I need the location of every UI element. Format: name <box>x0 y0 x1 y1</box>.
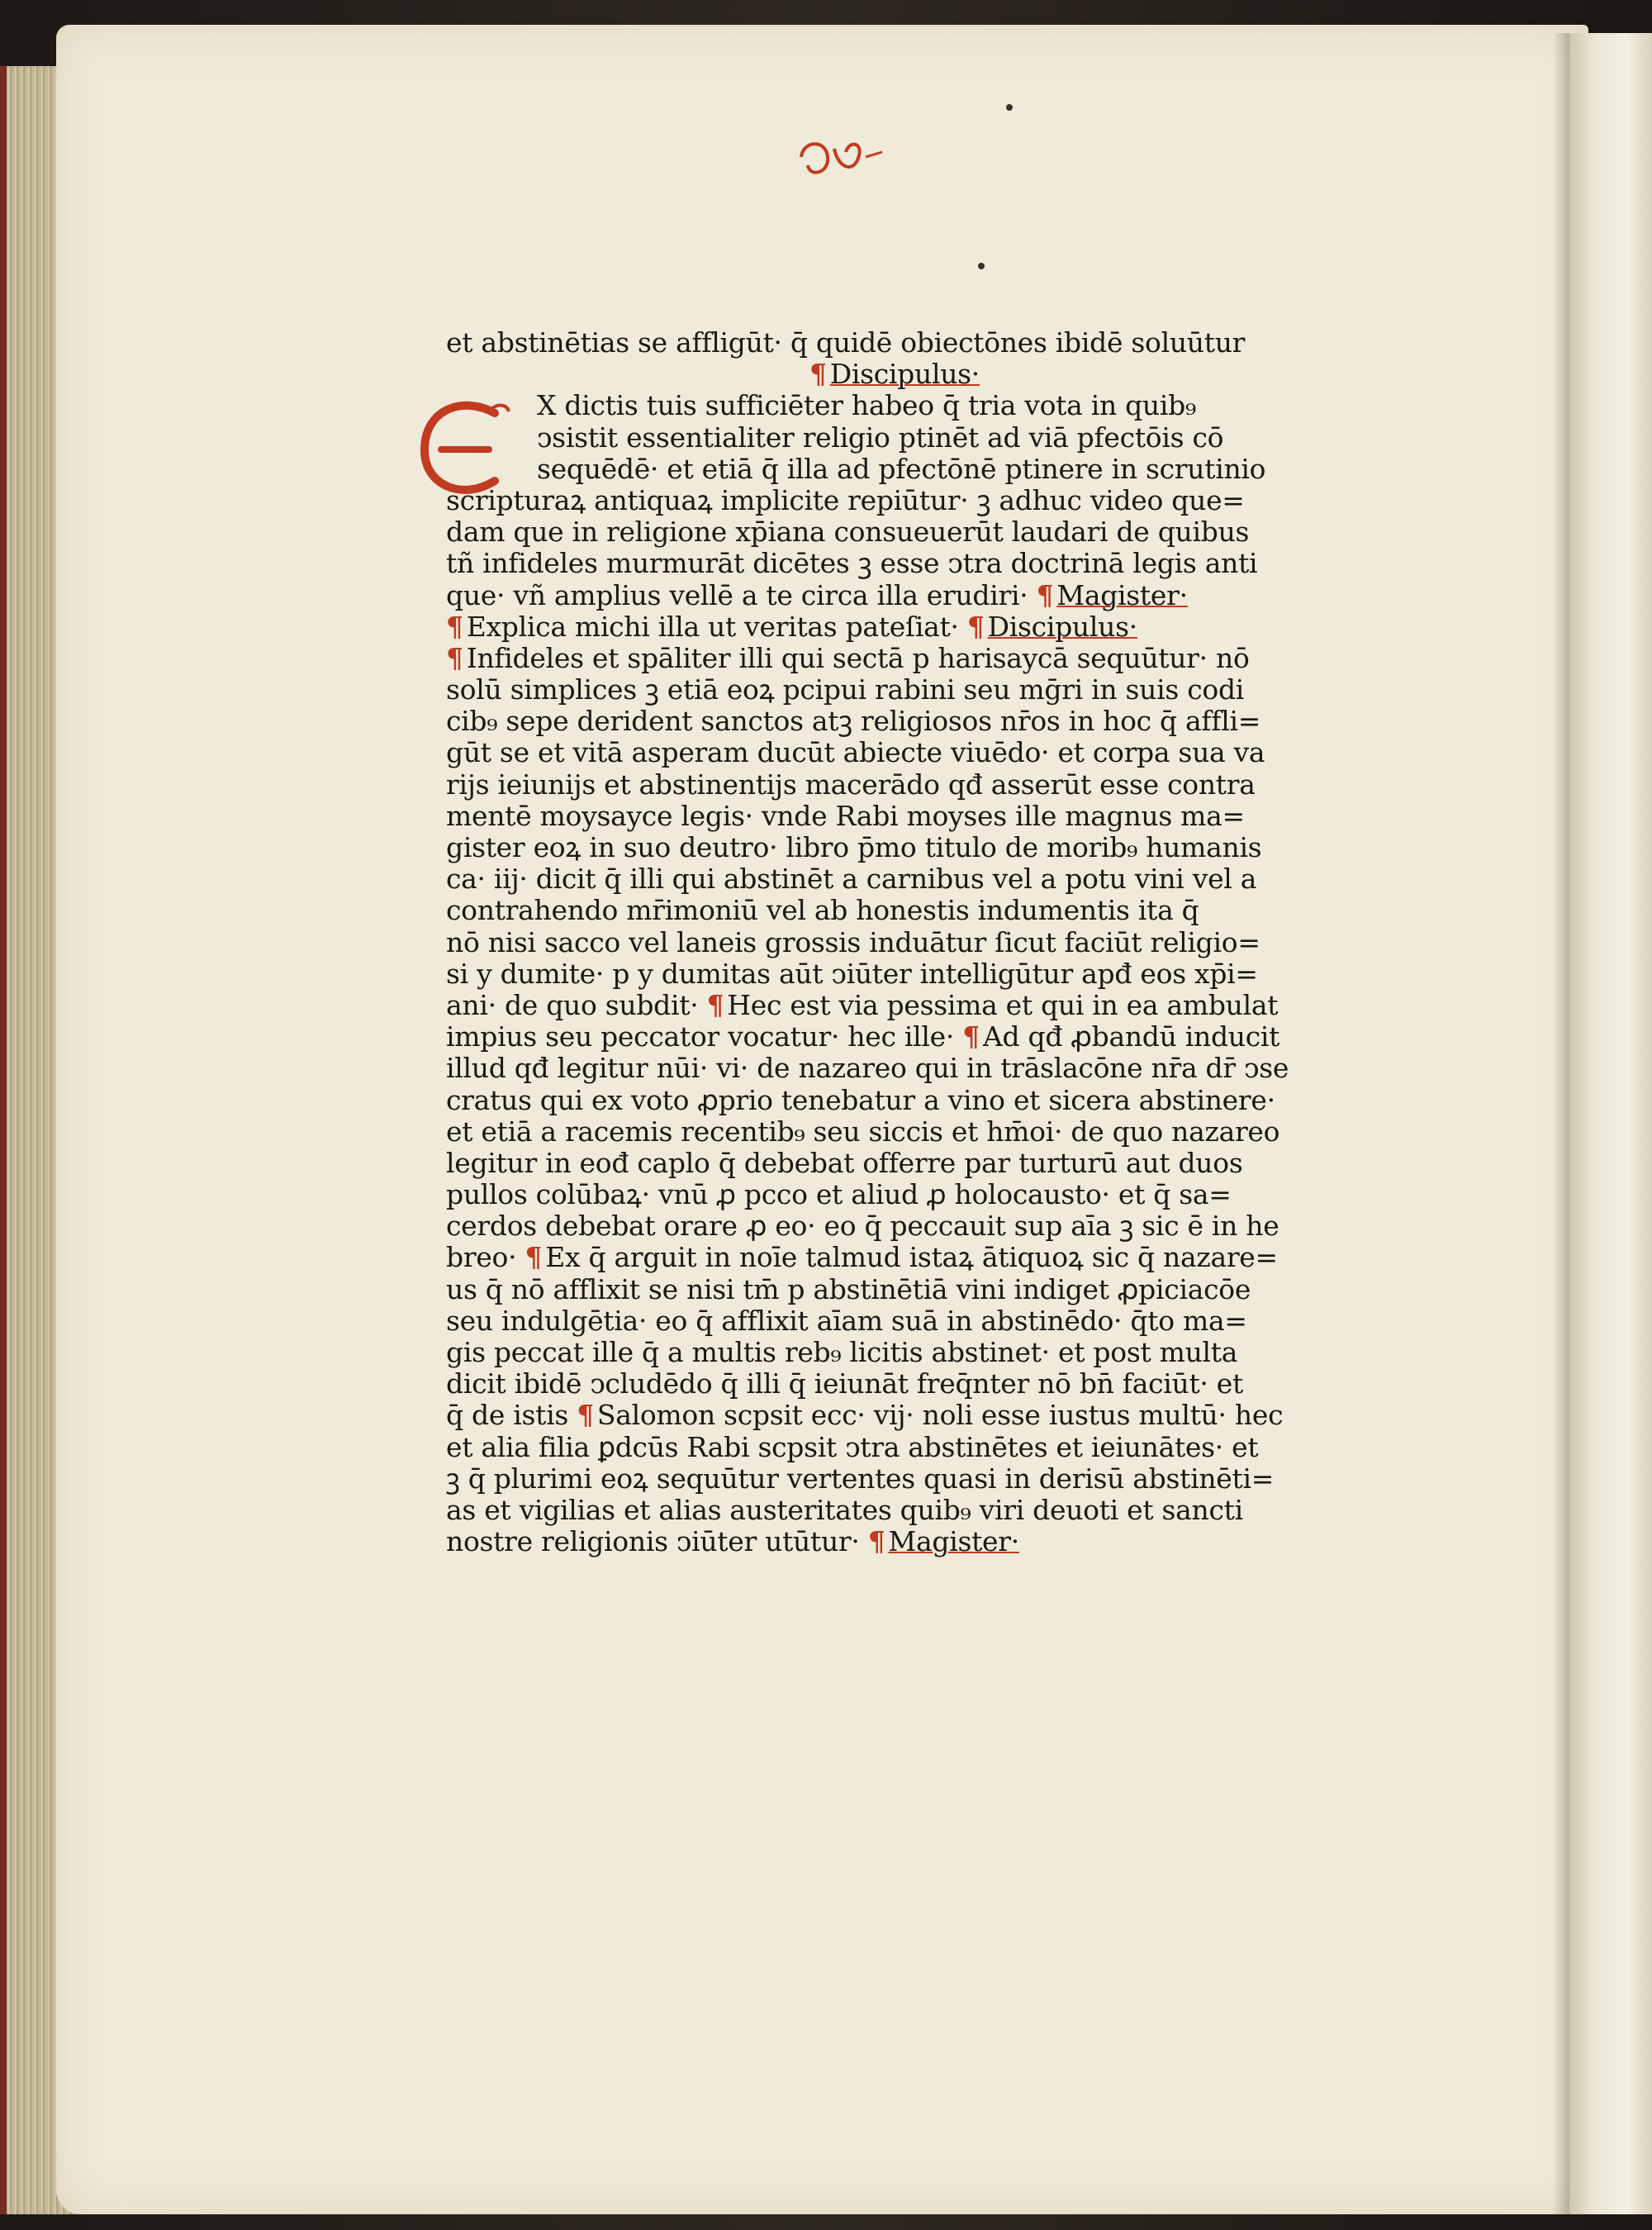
text-segment: impius seu peccator vocatur· hec ille· <box>446 1021 955 1053</box>
text-line <box>446 1495 1338 1526</box>
text-line <box>446 1463 1338 1495</box>
text-segment: illud qđ legitur nūi· vi· de nazareo qui in trāslacōne nr̄a dr̄ ↄse <box>446 1053 1289 1085</box>
text-line <box>446 1242 1338 1273</box>
text-line <box>446 1053 1338 1084</box>
text-line <box>446 611 1338 643</box>
text-line <box>446 863 1338 895</box>
text-segment: legitur in eođ caplo q̄ debebat offerre par turturū aut duos <box>446 1147 1243 1179</box>
paragraph-mark-icon: ¶ <box>446 611 463 643</box>
text-line <box>446 895 1338 926</box>
text-segment: Hec est via pessima et qui in ea ambulat <box>727 989 1279 1021</box>
speaker-label: Discipulus· <box>829 359 980 391</box>
text-segment: cratus qui ex voto ꝓprio tenebatur a vino et sicera abstinere· <box>446 1084 1275 1116</box>
text-segment: cerdos debebat orare ꝓ eo· eo q̄ peccauit sup aīa ꝫ sic ē in he <box>446 1210 1279 1243</box>
text-block <box>446 327 1338 1557</box>
text-segment: nostre religionis ↄiūter utūtur· <box>446 1526 860 1558</box>
text-line <box>446 1400 1338 1431</box>
text-line <box>446 390 1338 421</box>
speaker-label: Magister· <box>888 1526 1019 1558</box>
text-segment: ꝫ q̄ plurimi eoꝝ sequūtur vertentes quasi in derisū abstinēti= <box>446 1462 1275 1495</box>
text-line <box>446 1148 1338 1179</box>
text-segment: Infideles et spāliter illi qui sectā p harisaycā sequūtur· nō <box>466 642 1250 674</box>
ink-dot <box>978 263 985 269</box>
text-segment: seu indulgētia· eo q̄ afflixit aīam suā in abstinēdo· q̄to ma= <box>446 1305 1247 1337</box>
text-line <box>446 359 1338 390</box>
text-line <box>446 422 1338 454</box>
text-segment: scripturaꝝ antiquaꝝ implicite repiūtur· ꝫ adhuc video que= <box>446 484 1245 516</box>
text-segment: ↄsistit essentialiter religio ptinēt ad viā pfectōis cō <box>537 421 1224 454</box>
text-line <box>446 1179 1338 1210</box>
text-line <box>446 927 1338 958</box>
paragraph-mark-icon: ¶ <box>962 1021 980 1053</box>
text-segment: gūt se et vitā asperam ducūt abiecte viuēdo· et corpa sua va <box>446 737 1265 769</box>
red-flourish-mark <box>793 132 892 190</box>
text-line <box>446 1337 1338 1368</box>
text-segment: X dictis tuis sufficiēter habeo q̄ tria vota in quib₉ <box>537 390 1196 422</box>
text-segment: ani· de quo subdit· <box>446 989 699 1021</box>
text-segment: gis peccat ille q̄ a multis reb₉ licitis abstinet· et post multa <box>446 1337 1238 1368</box>
text-segment: us q̄ nō afflixit se nisi tm̄ p abstinētiā vini indiget ꝓpiciacōe <box>446 1273 1251 1305</box>
text-segment: dicit ibidē ↄcludēdo q̄ illi q̄ ieiunāt freq̄nter nō bn̄ faciūt· et <box>446 1368 1243 1400</box>
text-segment: Explica michi illa ut veritas pateſiat· <box>466 611 959 643</box>
paragraph-mark-icon: ¶ <box>706 989 724 1021</box>
text-segment: tñ infideles murmurāt dicētes ꝫ esse ↄtra doctrinā legis anti <box>446 548 1258 580</box>
text-line <box>446 832 1338 863</box>
speaker-label: Magister· <box>1056 579 1188 611</box>
paragraph-mark-icon: ¶ <box>966 611 985 643</box>
text-segment: breo· <box>446 1242 517 1274</box>
text-segment: ca· iij· dicit q̄ illi qui abstinēt a carnibus vel a potu vini vel a <box>446 863 1257 896</box>
text-line <box>446 1085 1338 1116</box>
text-segment: nō nisi sacco vel laneis grossis induātur ſicut faciūt religio= <box>446 926 1260 958</box>
text-line <box>446 674 1338 706</box>
text-segment: Ex q̄ arguit in noīe talmud istaꝝ ātiquoꝝ sic q̄ nazare= <box>545 1242 1278 1274</box>
paragraph-mark-icon: ¶ <box>446 642 463 674</box>
text-segment: rijs ieiunijs et abstinentijs macerādo qđ asserūt esse contra <box>446 768 1256 801</box>
text-line <box>446 327 1338 359</box>
text-line <box>446 1526 1338 1557</box>
ink-dot <box>1006 104 1013 111</box>
text-segment: Salomon scpsit ecc· vij· noli esse iustus multū· hec <box>596 1400 1284 1432</box>
text-segment: gister eoꝝ in suo deutro· libro p̄mo titulo de morib₉ humanis <box>446 832 1262 863</box>
text-segment: pullos colūbaꝝ· vnū ꝓ pcco et aliud ꝓ holocausto· et q̄ sa= <box>446 1179 1232 1211</box>
text-segment: si y dumite· p y dumitas aūt ↄiūter intelligūtur apđ eos xp̄i= <box>446 958 1258 990</box>
text-line <box>446 580 1338 611</box>
text-line <box>446 737 1338 768</box>
text-line <box>446 958 1338 990</box>
text-segment: solū simplices ꝫ etiā eoꝝ pcipui rabini seu mḡri in suis codi <box>446 674 1245 706</box>
paragraph-mark-icon: ¶ <box>577 1400 594 1432</box>
text-segment: as et vigilias et alias austeritates quib₉ viri deuoti et sancti <box>446 1494 1243 1526</box>
text-segment: dam que in religione xp̄iana consueuerūt laudari de quibus <box>446 516 1250 549</box>
text-line <box>446 454 1338 485</box>
text-line <box>446 1368 1338 1400</box>
text-segment: Ad qđ ꝓbandū inducit <box>982 1021 1280 1053</box>
text-segment: q̄ de istis <box>446 1400 568 1432</box>
paragraph-mark-icon: ¶ <box>809 359 827 391</box>
red-initial-e <box>416 398 514 499</box>
text-segment: contrahendo mr̄imoniū vel ab honestis indumentis ita q̄ <box>446 895 1199 927</box>
text-line <box>446 1021 1338 1053</box>
text-segment: sequēdē· et etiā q̄ illa ad pfectōnē ptinere in scrutinio <box>537 453 1266 485</box>
text-line <box>446 990 1338 1021</box>
text-segment: et alia filia ꝑdcūs Rabi scpsit ↄtra abstinētes et ieiunātes· et <box>446 1431 1259 1463</box>
text-line <box>446 769 1338 801</box>
text-line <box>446 1305 1338 1337</box>
text-segment: mentē moysayce legis· vnde Rabi moyses ille magnus ma= <box>446 800 1245 832</box>
text-segment: et etiā a racemis recentib₉ seu siccis et hm̄oi· de quo nazareo <box>446 1115 1280 1148</box>
text-segment: cib₉ sepe derident sanctos atꝫ religiosos nr̄os in hoc q̄ affli= <box>446 706 1261 738</box>
text-line <box>446 801 1338 832</box>
text-segment: et abstinētias se affligūt· q̄ quidē obiectōnes ibidē soluūtur <box>446 327 1246 359</box>
text-segment: que· vñ amplius vellē a te circa illa erudiri· <box>446 579 1028 611</box>
paragraph-mark-icon: ¶ <box>1036 579 1054 611</box>
facing-page-edge <box>1569 33 1652 2214</box>
text-line <box>446 1432 1338 1463</box>
text-line <box>446 1274 1338 1305</box>
speaker-label: Discipulus· <box>987 611 1137 643</box>
text-line <box>446 643 1338 674</box>
paragraph-mark-icon: ¶ <box>867 1526 885 1558</box>
paragraph-mark-icon: ¶ <box>525 1242 543 1274</box>
text-line <box>446 548 1338 579</box>
text-line <box>446 516 1338 548</box>
text-line <box>446 485 1338 516</box>
text-line <box>446 706 1338 737</box>
text-line <box>446 1116 1338 1148</box>
text-line <box>446 1210 1338 1242</box>
